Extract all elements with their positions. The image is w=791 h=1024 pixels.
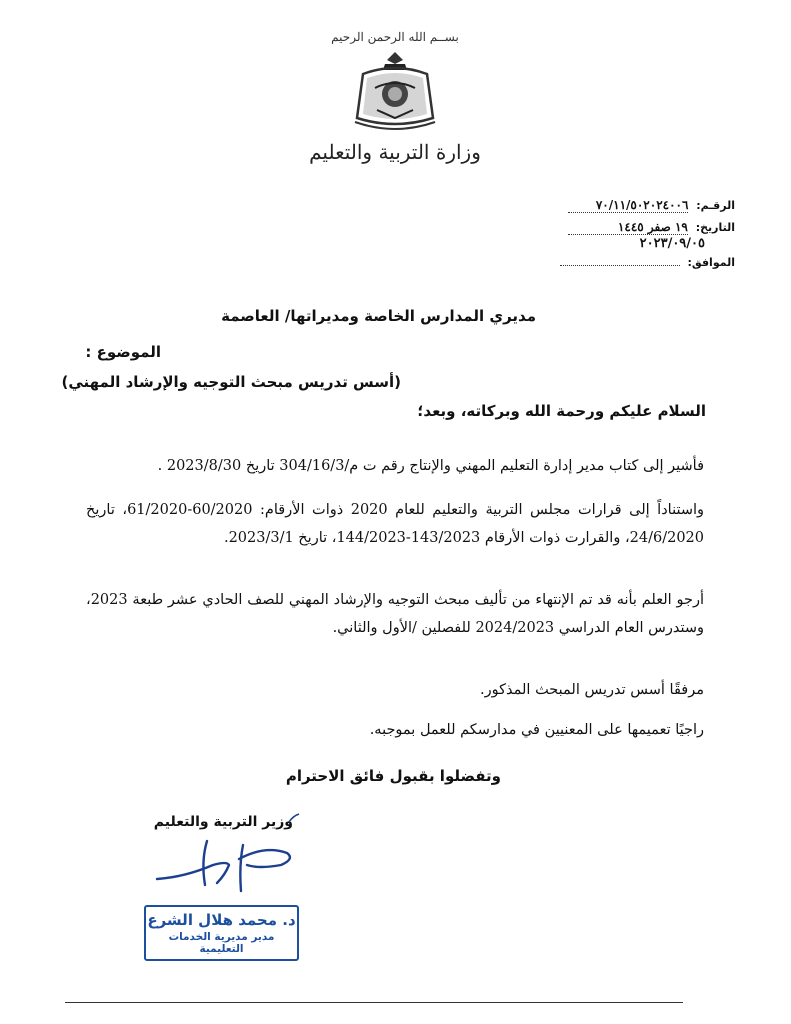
body-paragraph-4: مرفقًا أسس تدريس المبحث المذكور. bbox=[480, 682, 704, 698]
basmala-text: بســم الله الرحمن الرحيم bbox=[331, 30, 459, 44]
official-stamp bbox=[144, 905, 299, 961]
greeting: السلام عليكم ورحمة الله وبركاته، وبعد؛ bbox=[417, 402, 706, 420]
footer-divider bbox=[65, 1002, 683, 1003]
stamp-title: مدير مديرية الخدمات التعليمية bbox=[168, 931, 275, 955]
gregorian-date: ٢٠٢٣/٠٩/٠٥ bbox=[639, 236, 705, 251]
reference-number-row bbox=[535, 198, 735, 216]
ministry-name: وزارة التربية والتعليم bbox=[309, 140, 481, 164]
signatory-title: وزير التربية والتعليم bbox=[153, 814, 293, 830]
closing-line: وتفضلوا بقبول فائق الاحترام bbox=[285, 767, 501, 785]
stamp-name: د. محمد هلال الشرع bbox=[147, 911, 296, 929]
reference-date-label: التاريخ: bbox=[695, 221, 735, 234]
body-paragraph-1: فأشير إلى كتاب مدير إدارة التعليم المهني والإنتاج رقم ت م/304/16/3 تاريخ 2023/8/30 . bbox=[157, 458, 704, 474]
reference-corresponding-row bbox=[535, 256, 735, 274]
check-mark-icon bbox=[287, 812, 301, 824]
letterhead bbox=[0, 0, 791, 185]
jordan-coat-of-arms-icon bbox=[345, 48, 445, 136]
subject-text: (أسس تدريس مبحث التوجيه والإرشاد المهني) bbox=[61, 373, 401, 391]
reference-number-value: ٧٠/١١/٥٠٢٠٢٤٠٠٦ bbox=[568, 198, 688, 213]
reference-corresponding-value bbox=[560, 265, 680, 266]
reference-corresponding-label: الموافق: bbox=[687, 256, 735, 269]
handwritten-signature bbox=[155, 835, 300, 893]
reference-number-label: الرقـم: bbox=[696, 199, 735, 212]
body-paragraph-2: واستناداً إلى قرارات مجلس التربية والتعليم للعام 2020 ذوات الأرقام: 60/2020-61/2020، تاريخ 24/6/2020، والقرارت ذوات الأرقام 143/2023-144/2023، تاريخ 2023/3/1. bbox=[86, 502, 705, 546]
addressee: مديري المدارس الخاصة ومديراتها/ العاصمة bbox=[221, 307, 536, 325]
body-paragraph-5: راجيًا تعميمها على المعنيين في مدارسكم للعمل بموجبه. bbox=[369, 722, 704, 738]
body-paragraph-3: أرجو العلم بأنه قد تم الإنتهاء من تأليف مبحث التوجيه والإرشاد المهني للصف الحادي عشر طبعة 2023، وستدرس العام الدراسي 2024/2023 للفصلين /الأول والثاني. bbox=[86, 592, 704, 636]
hijri-date: ١٩ صفر ١٤٤٥ bbox=[568, 220, 688, 235]
subject-label: الموضوع : bbox=[85, 343, 161, 361]
